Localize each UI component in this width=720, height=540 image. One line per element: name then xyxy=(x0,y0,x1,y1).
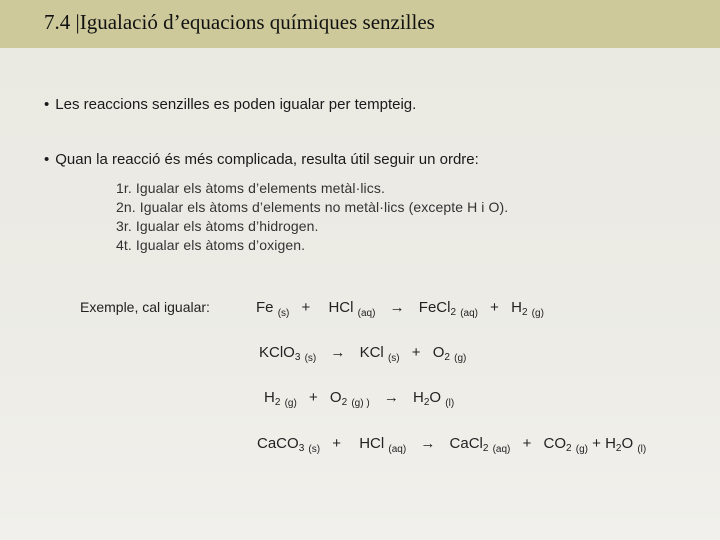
plus-sign: + xyxy=(301,299,311,316)
bullet-2 xyxy=(44,151,479,168)
product: $O_2$ $_{(g)}$ xyxy=(432,344,467,364)
product: $H_2O$ $_{(l)}$ xyxy=(413,389,455,409)
reaction-arrow: → xyxy=(420,435,436,452)
step-4: 4t. Igualar els àtoms d’oxigen. xyxy=(116,237,306,253)
reactant: $O_2$ $_{(g) )}$ xyxy=(329,389,370,409)
example-label: Exemple, cal igualar: xyxy=(80,299,210,315)
reactant: $H_2$ $_{(g)}$ xyxy=(264,389,297,409)
step-2: 2n. Igualar els àtoms d’elements no metàl·lics (excepte H i O). xyxy=(116,199,509,215)
reactant: CaCO$_3$ $_{(s)}$ xyxy=(257,435,321,455)
reaction-arrow: → xyxy=(389,299,405,316)
reaction-arrow: → xyxy=(383,389,399,406)
plus-sign: + xyxy=(308,389,318,406)
product: $H_2$ $_{(g)}$ xyxy=(511,299,544,319)
product: CaCl$_2$ $_{(aq)}$ xyxy=(449,435,511,455)
slide-title: 7.4 |Igualació d’equacions químiques senzilles xyxy=(44,10,435,34)
plus-sign: + xyxy=(592,435,601,452)
product: FeCl$_2$ $_{(aq)}$ xyxy=(418,299,478,319)
bullet-marker: • xyxy=(44,151,50,168)
equation-1 xyxy=(256,299,544,319)
bullet-1 xyxy=(44,96,416,113)
title-bar xyxy=(0,0,720,48)
reaction-arrow: → xyxy=(330,344,346,361)
reactant: Fe $_{(s)}$ xyxy=(256,299,290,319)
plus-sign: + xyxy=(490,299,499,316)
equation-4 xyxy=(257,435,647,455)
step-1: 1r. Igualar els àtoms d’elements metàl·lics. xyxy=(116,180,385,196)
product: $CO_2$ $_{(g)}$ xyxy=(543,435,588,455)
product: KCl $_{(s)}$ xyxy=(359,344,400,364)
bullet-marker: • xyxy=(44,96,50,113)
product: $H_2O$ $_{(l)}$ xyxy=(605,435,647,455)
reactant: HCl $_{(aq)}$ xyxy=(328,299,376,319)
reactant: HCl $_{(aq)}$ xyxy=(359,435,407,455)
plus-sign: + xyxy=(332,435,342,452)
bullet-text: Les reaccions senzilles es poden igualar per tempteig. xyxy=(55,96,417,113)
plus-sign: + xyxy=(522,435,532,452)
plus-sign: + xyxy=(411,344,421,361)
equation-2 xyxy=(259,344,467,364)
bullet-text: Quan la reacció és més complicada, resulta útil seguir un ordre: xyxy=(55,151,479,168)
step-3: 3r. Igualar els àtoms d’hidrogen. xyxy=(116,218,319,234)
reactant: KClO$_3$ $_{(s)}$ xyxy=(259,344,317,364)
equation-3 xyxy=(264,389,455,409)
